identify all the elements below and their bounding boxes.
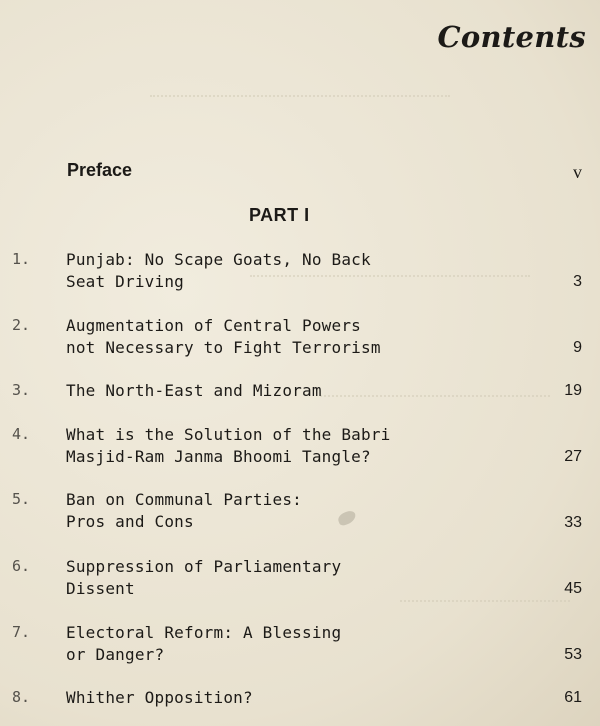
entry-page-number: 19: [564, 382, 582, 399]
entry-number: 2.: [12, 316, 31, 334]
entry-number: 7.: [12, 623, 31, 641]
entry-page-number: 53: [564, 646, 582, 663]
entry-title: Electoral Reform: A Blessing or Danger?: [66, 623, 342, 664]
entry-number: 6.: [12, 557, 31, 575]
entry-number: 3.: [12, 381, 31, 399]
entry-number: 5.: [12, 490, 31, 508]
entry-title: Punjab: No Scape Goats, No Back Seat Driving: [66, 250, 371, 291]
entry-title: Suppression of Parliamentary Dissent: [66, 557, 342, 598]
entry-page-number: 3: [573, 273, 582, 290]
preface-page-number: v: [573, 162, 582, 182]
entry-number: 8.: [12, 688, 31, 706]
entry-title: The North-East and Mizoram: [66, 381, 322, 400]
entry-page-number: 27: [564, 448, 582, 465]
bleed-through-mark: [150, 95, 450, 111]
entry-number: 1.: [12, 250, 31, 268]
bleed-through-mark: [400, 600, 570, 616]
entry-page-number: 33: [564, 514, 582, 531]
part-heading: PART I: [249, 205, 310, 225]
entry-title: Augmentation of Central Powers not Necessary to Fight Terrorism: [66, 316, 381, 357]
entry-page-number: 9: [573, 339, 582, 356]
entry-title: What is the Solution of the Babri Masjid-Ram Janma Bhoomi Tangle?: [66, 425, 391, 466]
page-title: Contents: [437, 20, 586, 54]
entry-page-number: 61: [564, 689, 582, 706]
preface-label: Preface: [67, 160, 133, 180]
entry-number: 4.: [12, 425, 31, 443]
entry-title: Ban on Communal Parties: Pros and Cons: [66, 490, 302, 531]
entry-title: Whither Opposition?: [66, 688, 253, 707]
entry-page-number: 45: [564, 580, 582, 597]
